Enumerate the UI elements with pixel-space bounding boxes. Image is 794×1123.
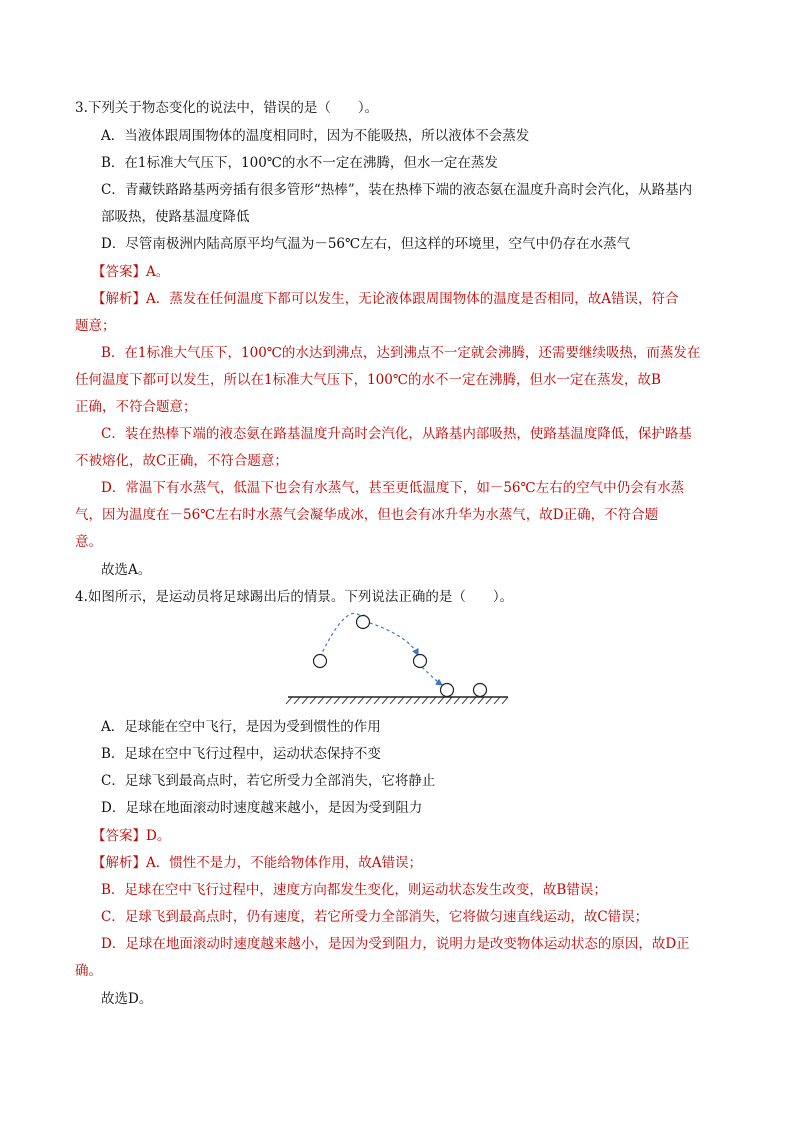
q4-analysis-line-5: 确。 [75,963,102,979]
q3-analysis-line-2: 题意； [75,318,116,334]
football-trajectory-figure [280,605,520,705]
q3-analysis-line-6: C．装在热棒下端的液态氨在路基温度升高时会汽化，从路基内部吸热，使路基温度降低，保护路基 [101,426,692,442]
q3-analysis-tag: 【解析】 [92,291,146,307]
q4-answer [92,824,170,844]
q4-option-d: D．足球在地面滚动时速度越来越小，是因为受到阻力 [101,800,423,816]
q3-conclusion: 故选A。 [101,562,152,578]
question-3-title: 3.下列关于物态变化的说法中，错误的是（ ）。 [75,100,379,116]
q3-answer-tag: 【答案】 [92,264,146,280]
q4-analysis-tag: 【解析】 [92,855,146,871]
q3-analysis-line-1 [92,287,679,307]
q4-option-c: C．足球飞到最高点时，若它所受力全部消失，它将静止 [101,773,436,789]
q3-answer-value: A。 [146,264,170,280]
q4-option-b: B．足球在空中飞行过程中，运动状态保持不变 [101,746,381,762]
q3-answer [92,260,169,280]
trajectory-curve-landing [422,667,442,685]
q3-analysis-line-4: 任何温度下都可以发生，所以在1标准大气压下，100℃的水不一定在沸腾，但水一定在蒸发，故B [75,372,661,388]
trajectory-curve-descent [364,621,418,655]
q3-option-c: C．青藏铁路路基两旁插有很多管形“热棒”，装在热棒下端的液态氨在温度升高时会汽化，从路基内 [101,182,693,198]
ball-3 [414,655,427,668]
q4-answer-tag: 【答案】 [92,828,146,844]
q3-analysis-line-3: B．在1标准大气压下，100℃的水达到沸点，达到沸点不一定就会沸腾，还需要继续吸热，而蒸发在 [101,345,701,361]
q3-analysis-line-10: 意。 [75,534,102,550]
q3-analysis-line-8: D．常温下有水蒸气，低温下也会有水蒸气，甚至更低温度下，如－56℃左右的空气中仍会有水蒸 [101,480,685,496]
q3-analysis-line-7: 不被熔化，故C正确，不符合题意； [75,453,288,469]
q4-answer-value: D。 [146,828,171,844]
q4-analysis-line-3: C．足球飞到最高点时，仍有速度，若它所受力全部消失，它将做匀速直线运动，故C错误； [101,909,649,925]
q4-analysis-text-1: A．惯性不是力，不能给物体作用，故A错误； [146,855,422,871]
ball-1 [314,655,327,668]
q4-conclusion: 故选D。 [101,991,153,1007]
q3-option-c-continued: 部吸热，使路基温度降低 [101,209,250,225]
q4-analysis-line-4: D．足球在地面滚动时速度越来越小，是因为受到阻力，说明力是改变物体运动状态的原因，故D正 [101,936,690,952]
question-4-title: 4.如图所示，是运动员将足球踢出后的情景。下列说法正确的是（ ）。 [75,589,514,605]
ball-4 [441,684,454,697]
q3-option-b: B．在1标准大气压下，100℃的水不一定在沸腾，但水一定在蒸发 [101,155,498,171]
ball-2 [357,616,370,629]
q3-option-a: A．当液体跟周围物体的温度相同时，因为不能吸热，所以液体不会蒸发 [101,128,530,144]
ball-5 [474,684,487,697]
q3-analysis-line-5: 正确，不符合题意； [75,399,197,415]
ground-hatching [286,697,508,704]
q4-option-a: A．足球能在空中飞行，是因为受到惯性的作用 [101,719,381,735]
q3-option-d: D．尽管南极洲内陆高原平均气温为－56℃左右，但这样的环境里，空气中仍存在水蒸气 [101,236,631,252]
q3-analysis-text-1: A．蒸发在任何温度下都可以发生，无论液体跟周围物体的温度是否相同，故A错误，符合 [146,291,679,307]
q4-analysis-line-1 [92,851,422,871]
q4-analysis-line-2: B．足球在空中飞行过程中，速度方向都发生变化，则运动状态发生改变，故B错误； [101,882,607,898]
q3-analysis-line-9: 气，因为温度在－56℃左右时水蒸气会凝华成冰，但也会有冰升华为水蒸气，故D正确，不符合题 [75,507,659,523]
